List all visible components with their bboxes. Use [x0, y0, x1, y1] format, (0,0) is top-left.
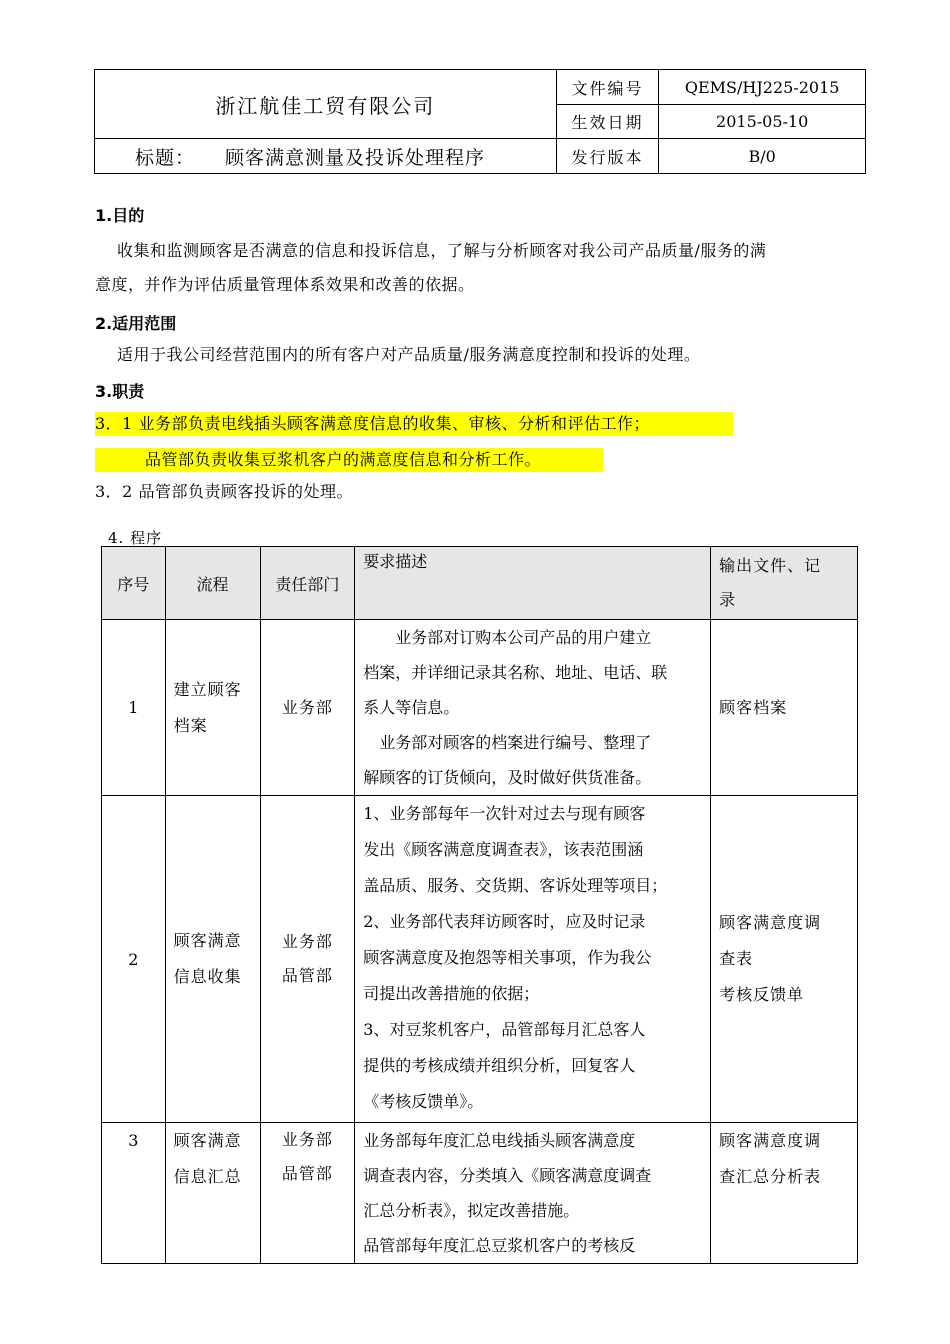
section-purpose-line-2: 意度，并作为评估质量管理体系效果和改善的依据。 [95, 275, 475, 294]
duty-3-1-text: 3．1 业务部负责电线插头顾客满意度信息的收集、审核、分析和评估工作； [95, 414, 650, 433]
row-3-desc-line: 调查表内容，分类填入《顾客满意度调查 [363, 1166, 652, 1185]
row-2-output-line-1: 顾客满意度调 [719, 913, 822, 932]
row-1-flow-line-1: 建立顾客 [173, 679, 242, 699]
header-desc: 要求描述 [355, 547, 711, 620]
section-purpose-line-1: 收集和监测顾客是否满意的信息和投诉信息，了解与分析顾客对我公司产品质量/服务的满 [117, 241, 767, 260]
procedure-table [101, 546, 858, 1264]
duty-3-1b-highlighted [95, 448, 603, 472]
table-header-row [102, 547, 858, 620]
row-2-flow-line-2: 信息收集 [173, 967, 242, 986]
row-1-flow [165, 620, 260, 796]
row-3-output-line-2: 查汇总分析表 [719, 1167, 822, 1186]
row-1-desc-line: 解顾客的订货倾向，及时做好供货准备。 [363, 768, 652, 787]
row-2-no: 2 [102, 796, 166, 1123]
header-output-line-1: 输出文件、记 [719, 556, 822, 575]
effective-date-value: 2015-05-10 [659, 105, 866, 139]
header-no: 序号 [102, 547, 166, 620]
company-name: 浙江航佳工贸有限公司 [95, 70, 557, 139]
row-3-output [711, 1123, 858, 1264]
section-purpose-heading: 1.目的 [95, 206, 145, 225]
doc-title-cell [95, 139, 557, 174]
row-3-dept-line-2: 品管部 [281, 1164, 333, 1183]
row-2-dept-line-1: 业务部 [281, 932, 333, 951]
header-dept: 责任部门 [260, 547, 355, 620]
row-3-desc-line: 汇总分析表》，拟定改善措施。 [363, 1201, 580, 1220]
row-1-desc-line: 系人等信息。 [363, 698, 460, 717]
row-1-no: 1 [102, 620, 166, 796]
header-output-line-2: 录 [719, 590, 737, 609]
row-3-desc-line: 品管部每年度汇总豆浆机客户的考核反 [363, 1236, 636, 1255]
row-2-flow-line-1: 顾客满意 [173, 931, 242, 950]
table-row [102, 620, 858, 796]
version-label: 发行版本 [556, 139, 659, 174]
row-2-desc-line: 顾客满意度及抱怨等相关事项，作为我公 [363, 948, 652, 967]
section-scope-heading: 2.适用范围 [95, 314, 177, 333]
duty-3-2: 3．2 品管部负责顾客投诉的处理。 [95, 482, 353, 501]
row-2-desc-line: 2、业务部代表拜访顾客时，应及时记录 [363, 912, 646, 931]
doc-number-value: QEMS/HJ225-2015 [659, 70, 866, 105]
row-1-desc [355, 620, 711, 796]
doc-number-label: 文件编号 [556, 70, 659, 105]
row-3-output-line-1: 顾客满意度调 [719, 1131, 822, 1150]
row-3-flow-line-2: 信息汇总 [173, 1167, 242, 1186]
section-scope-line: 适用于我公司经营范围内的所有客户对产品质量/服务满意度控制和投诉的处理。 [117, 345, 701, 364]
row-2-desc-line: 1、业务部每年一次针对过去与现有顾客 [363, 804, 646, 823]
row-3-flow-line-1: 顾客满意 [173, 1131, 242, 1150]
row-2-output-line-3: 考核反馈单 [719, 985, 805, 1004]
row-1-desc-line: 业务部对订购本公司产品的用户建立 [363, 628, 652, 647]
row-2-desc [355, 796, 711, 1123]
row-3-desc [355, 1123, 711, 1264]
row-2-desc-line: 盖品质、服务、交货期、客诉处理等项目； [363, 876, 668, 895]
row-2-output-line-2: 查表 [719, 949, 754, 968]
row-3-dept [260, 1123, 355, 1264]
row-1-desc-line: 业务部对顾客的档案进行编号、整理了 [363, 733, 652, 752]
row-2-desc-line: 《考核反馈单》。 [363, 1092, 484, 1111]
row-2-output [711, 796, 858, 1123]
section-duties-heading: 3.职责 [95, 382, 145, 401]
doc-title: 顾客满意测量及投诉处理程序 [225, 146, 486, 169]
row-1-output: 顾客档案 [711, 620, 858, 796]
row-2-dept-line-2: 品管部 [281, 966, 333, 985]
header-output [711, 547, 858, 620]
header-flow: 流程 [165, 547, 260, 620]
row-2-dept [260, 796, 355, 1123]
document-header-table [94, 69, 866, 174]
table-row [102, 1123, 858, 1264]
row-3-no: 3 [102, 1123, 166, 1264]
effective-date-label: 生效日期 [556, 105, 659, 139]
table-row [102, 796, 858, 1123]
section-procedure-heading: 4. 程序 [108, 529, 163, 547]
row-1-desc-line: 档案，并详细记录其名称、地址、电话、联 [363, 663, 668, 682]
row-2-desc-line: 发出《顾客满意度调查表》，该表范围涵 [363, 840, 644, 859]
duty-3-1-highlighted [95, 412, 733, 436]
row-3-desc-line: 业务部每年度汇总电线插头顾客满意度 [363, 1131, 636, 1150]
row-3-flow [165, 1123, 260, 1264]
row-1-dept: 业务部 [260, 620, 355, 796]
row-2-desc-line: 司提出改善措施的依据； [363, 984, 540, 1003]
version-value: B/0 [659, 139, 866, 174]
row-3-dept-line-1: 业务部 [281, 1130, 333, 1149]
row-1-flow-line-2: 档案 [173, 715, 208, 735]
row-2-flow [165, 796, 260, 1123]
duty-3-1b-text: 品管部负责收集豆浆机客户的满意度信息和分析工作。 [145, 450, 542, 469]
doc-title-label: 标题： [135, 146, 196, 169]
row-2-desc-line: 3、对豆浆机客户，品管部每月汇总客人 [363, 1020, 646, 1039]
row-2-desc-line: 提供的考核成绩并组织分析，回复客人 [363, 1056, 636, 1075]
